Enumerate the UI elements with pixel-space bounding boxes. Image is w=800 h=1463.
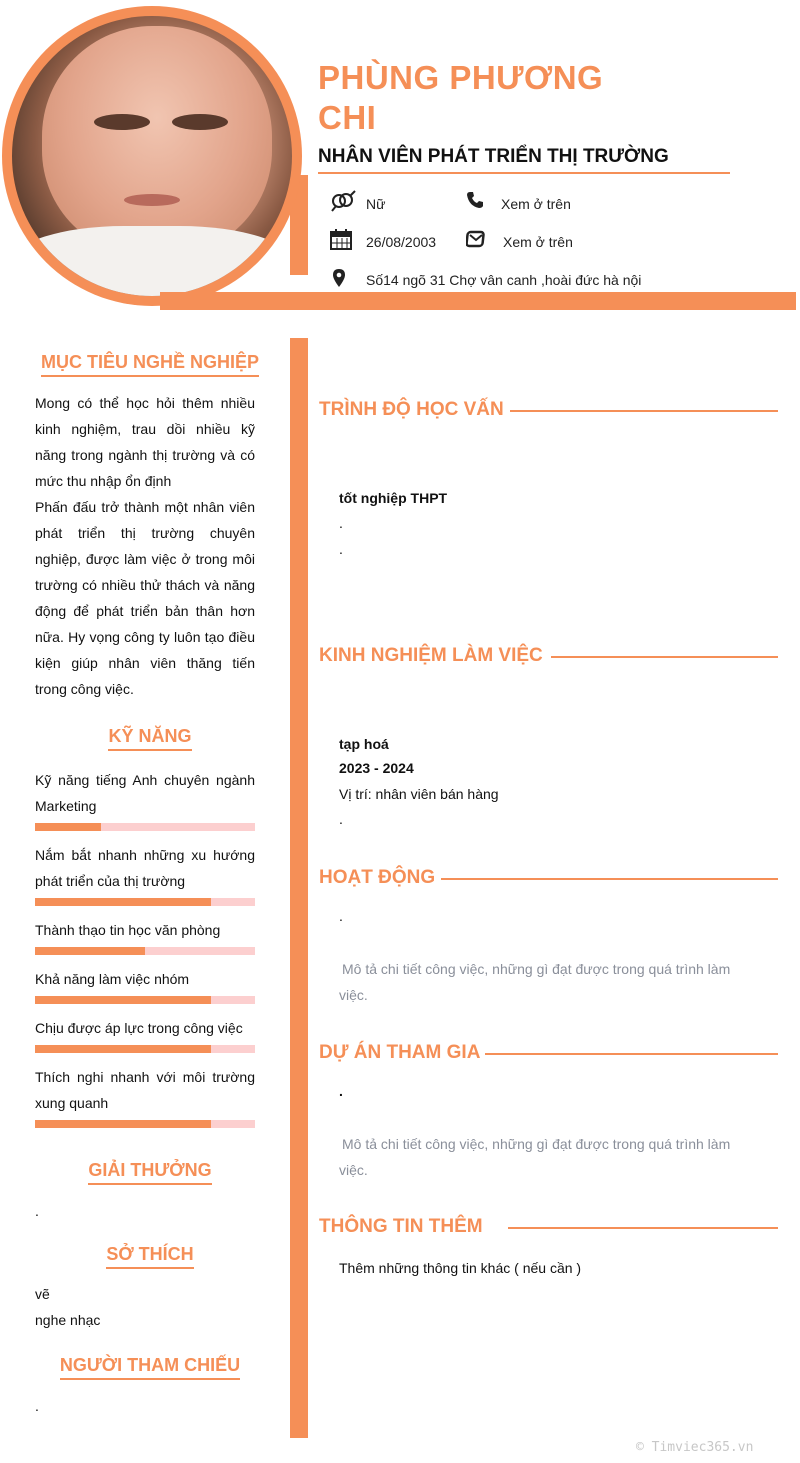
objective-text-2: Phấn đấu trở thành một nhân viên phát triển thị trường chuyên nghiệp, được làm việc ở trong môi trường có nhiều thử thách và năng động để phát triển bản thân hơn nữa. Hy vọng công ty luôn tạo điều kiện giúp nhân viên thăng tiến trong công việc.: [35, 499, 255, 697]
gender-value: Nữ: [366, 196, 386, 212]
experience-position: Vị trí: nhân viên bán hàng: [339, 786, 499, 802]
skill-bar: [35, 947, 255, 955]
more-info-text: Thêm những thông tin khác ( nếu cần ): [339, 1260, 582, 1276]
watermark: © Timviec365.vn: [636, 1440, 754, 1455]
skill-label: Nắm bắt nhanh những xu hướng phát triển của thị trường: [35, 847, 255, 889]
email-icon: [466, 230, 486, 248]
phone-icon: [466, 191, 484, 209]
education-school: tốt nghiệp THPT: [339, 490, 448, 506]
section-rule: [510, 410, 778, 412]
hobbies-title: SỞ THÍCH: [35, 1244, 265, 1265]
address-value: Số14 ngõ 31 Chợ vân canh ,hoài đức hà nội: [366, 272, 642, 288]
column-divider: [290, 338, 308, 1438]
experience-title: KINH NGHIỆM LÀM VIỆC: [319, 645, 543, 666]
awards-text: .: [35, 1203, 39, 1219]
awards-title: GIẢI THƯỞNG: [35, 1160, 265, 1181]
skill-bar: [35, 1045, 255, 1053]
phone-value: Xem ở trên: [501, 196, 571, 212]
experience-detail: .: [339, 811, 343, 827]
gender-icon: [330, 190, 356, 212]
hobby-item: vẽ: [35, 1286, 50, 1302]
projects-title: DỰ ÁN THAM GIA: [319, 1042, 481, 1063]
skills-title: KỸ NĂNG: [35, 726, 265, 747]
skill-label: Khả năng làm việc nhóm: [35, 971, 190, 987]
references-text: .: [35, 1398, 39, 1414]
section-rule: [551, 656, 778, 658]
projects-description: Mô tả chi tiết công việc, những gì đạt được trong quá trình làm việc.: [339, 1136, 731, 1178]
candidate-name-line1: PHÙNG PHƯƠNG: [318, 59, 604, 96]
birthday-value: 26/08/2003: [366, 234, 437, 250]
education-detail: .: [339, 515, 343, 531]
skill-label: Chịu được áp lực trong công việc: [35, 1020, 243, 1036]
activities-detail: .: [339, 908, 343, 924]
email-value: Xem ở trên: [503, 234, 573, 250]
activities-title: HOẠT ĐỘNG: [319, 867, 436, 888]
section-rule: [508, 1227, 778, 1229]
hobby-item: nghe nhạc: [35, 1312, 101, 1328]
header-accent-bar-horizontal: [160, 292, 796, 310]
skill-bar: [35, 898, 255, 906]
skill-bar: [35, 1120, 255, 1128]
experience-period: 2023 - 2024: [339, 760, 414, 776]
calendar-icon: [330, 228, 352, 250]
objective-text-1: Mong có thể học hỏi thêm nhiều kinh nghiệm, trau dồi nhiều kỹ năng trong ngành thị trường và có mức thu nhập ổn định: [35, 395, 255, 489]
job-title: NHÂN VIÊN PHÁT TRIỂN THỊ TRƯỜNG: [318, 146, 730, 174]
candidate-name-line2: CHI: [318, 99, 377, 136]
skill-label: Thích nghi nhanh với môi trường xung quanh: [35, 1069, 255, 1111]
experience-company: tạp hoá: [339, 736, 389, 752]
projects-detail: .: [339, 1083, 343, 1099]
skill-bar: [35, 823, 255, 831]
skill-label: Kỹ năng tiếng Anh chuyên ngành Marketing: [35, 772, 255, 814]
section-rule: [485, 1053, 778, 1055]
references-title: NGƯỜI THAM CHIẾU: [35, 1355, 265, 1376]
avatar: [12, 16, 292, 296]
candidate-name: [318, 58, 738, 138]
section-rule: [441, 878, 778, 880]
skill-label: Thành thạo tin học văn phòng: [35, 922, 221, 938]
activities-description: Mô tả chi tiết công việc, những gì đạt được trong quá trình làm việc.: [339, 961, 731, 1003]
objective-title: MỤC TIÊU NGHỀ NGHIỆP: [35, 352, 265, 373]
skill-bar: [35, 996, 255, 1004]
more-info-title: THÔNG TIN THÊM: [319, 1216, 483, 1237]
location-icon: [332, 268, 346, 288]
education-detail: .: [339, 541, 343, 557]
education-title: TRÌNH ĐỘ HỌC VẤN: [319, 399, 504, 420]
